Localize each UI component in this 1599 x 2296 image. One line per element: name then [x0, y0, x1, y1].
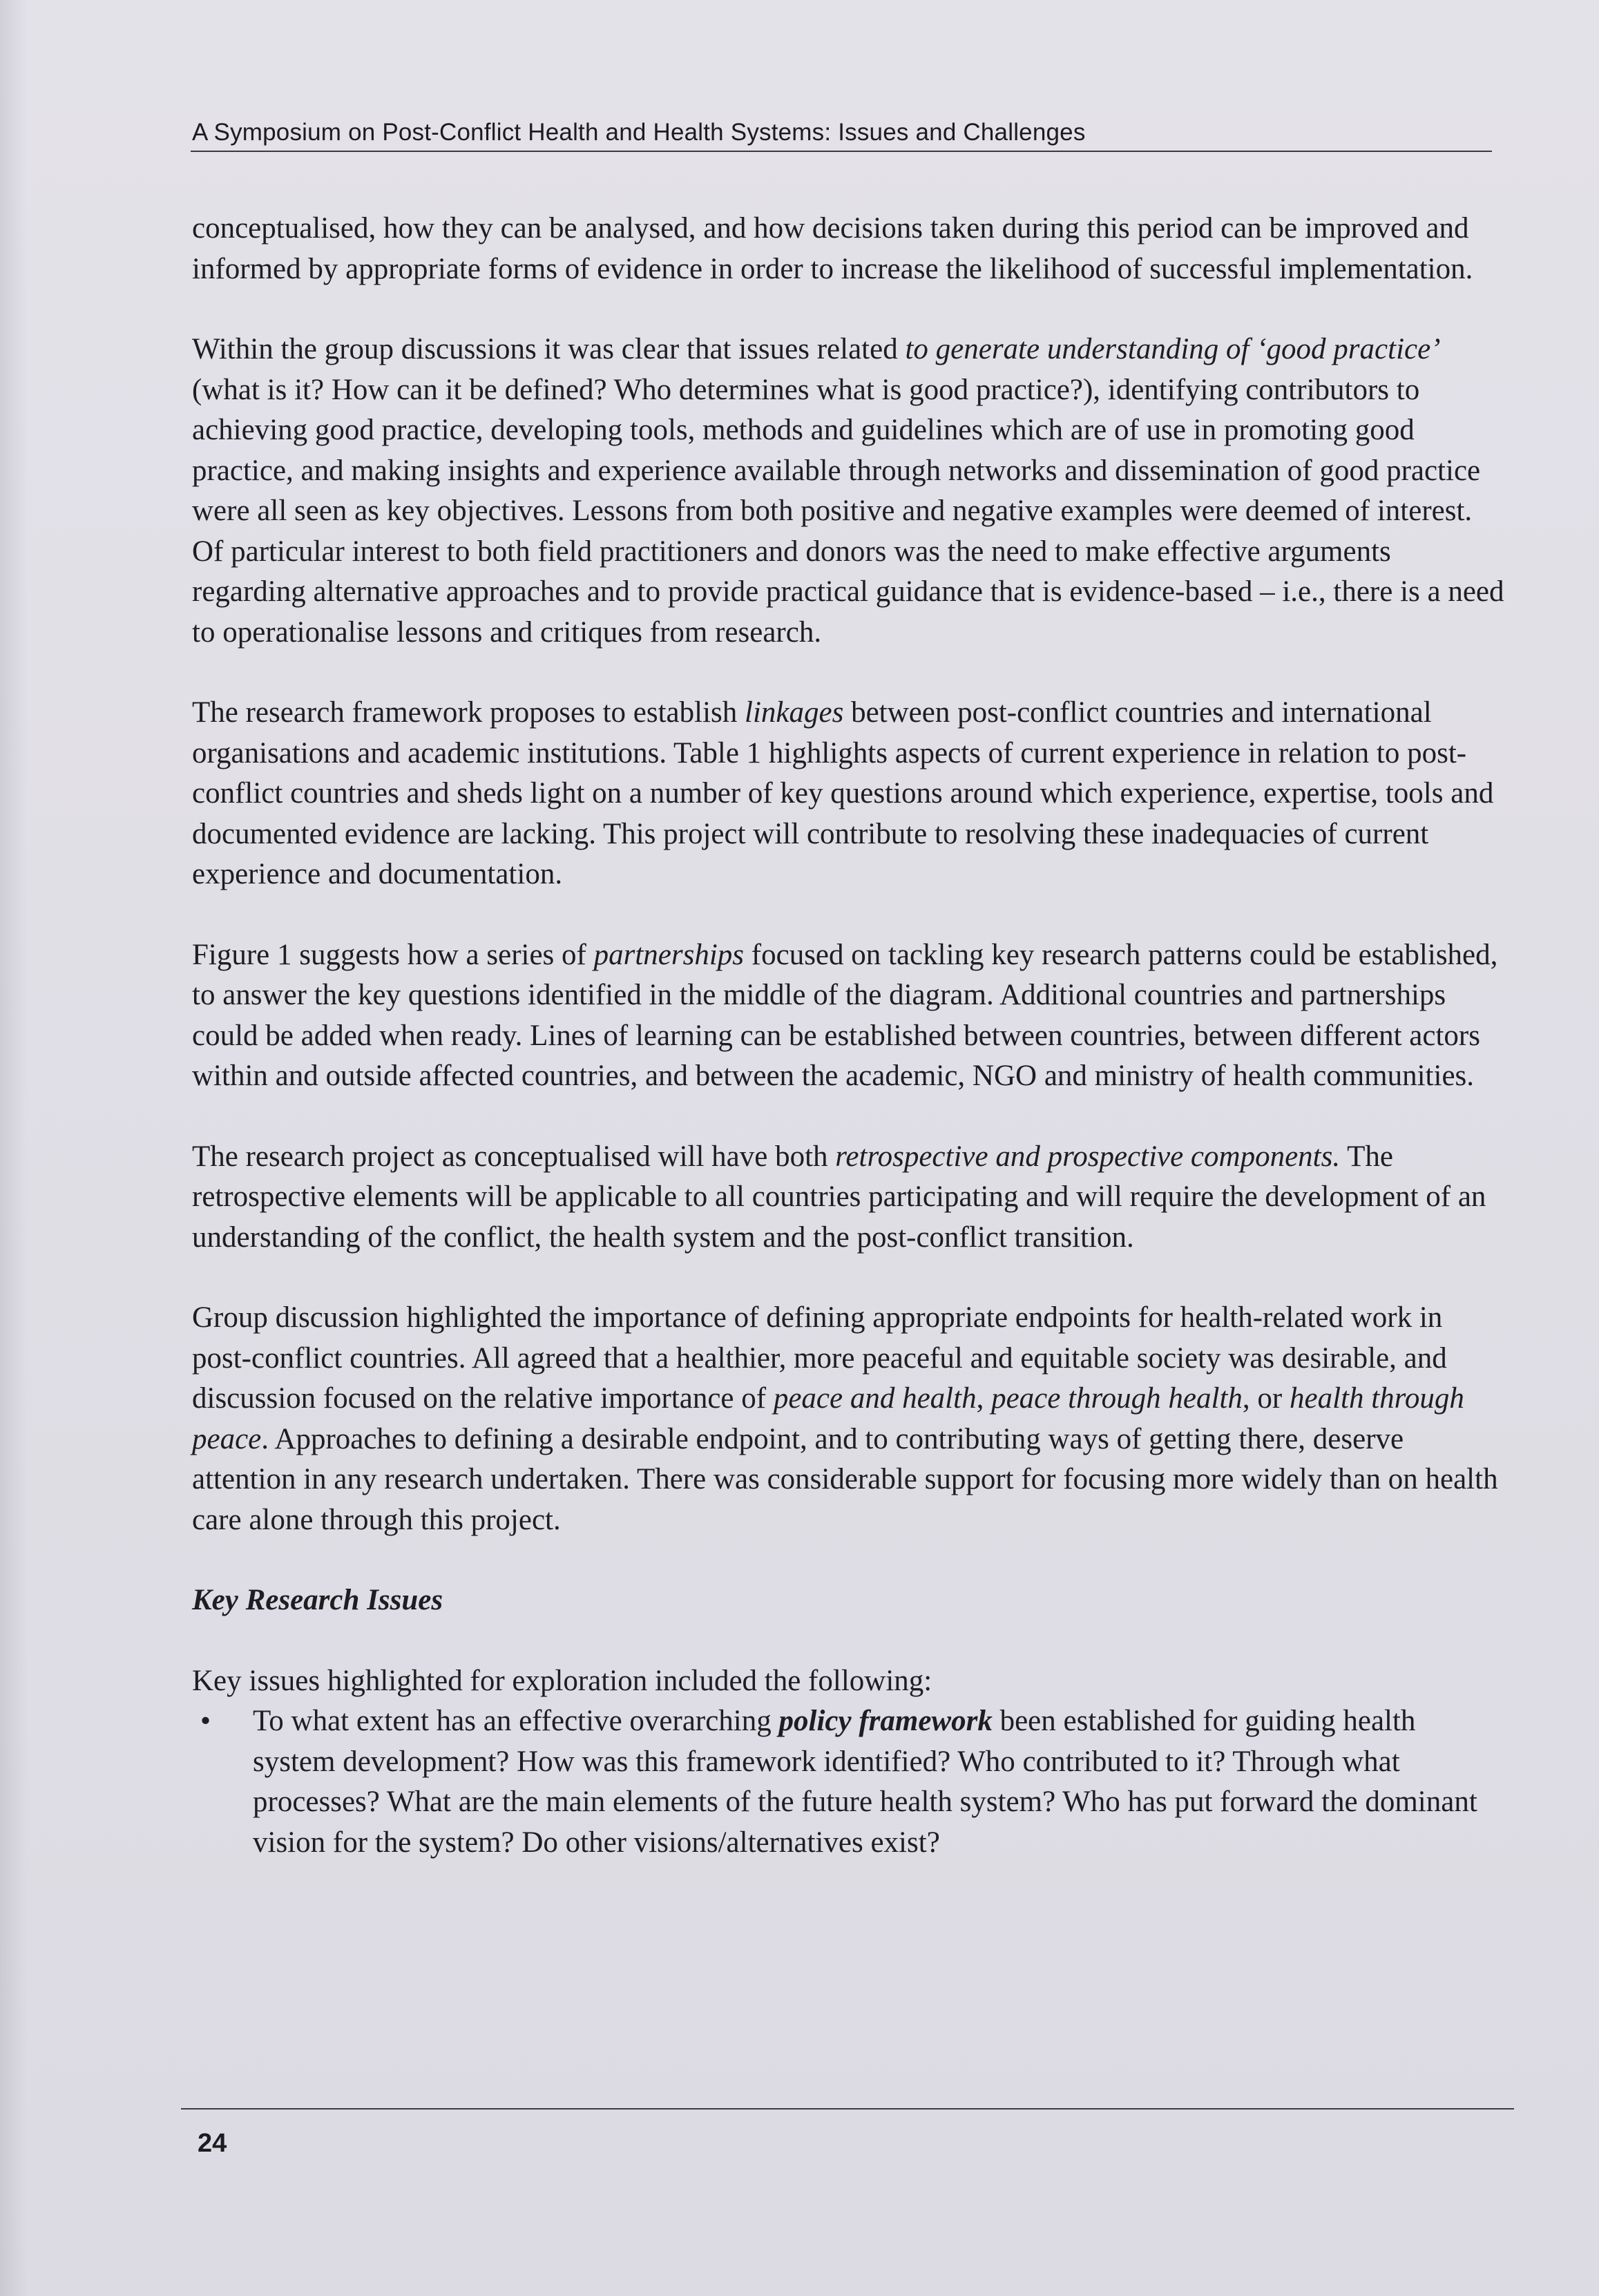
paragraph-6-text-a: Group discussion highlighted the importance of defining appropriate endpoints for health-related work in post-conflict countries. All agreed that a healthier, more peaceful and equitable society was desirable, and discussion focused on the relative importance of: [192, 1301, 1447, 1415]
paragraph-3-italic: linkages: [745, 696, 844, 729]
paragraph-4-italic: partnerships: [593, 938, 745, 971]
paragraph-3-text-a: The research framework proposes to establish: [192, 696, 745, 729]
paragraph-6-italic-1: peace and health: [773, 1382, 977, 1415]
paragraph-2-text-a: Within the group discussions it was clear that issues related: [192, 333, 906, 365]
page-number: 24: [198, 2129, 227, 2158]
paragraph-3-text-c: between post-conflict countries and international organisations and academic institutions. Table 1 highlights aspects of current experience in relation to post-conflict countries and sheds light on a number of key questions around which experience, expertise, tools and documented evidence are lacking. This project will contribute to resolving these inadequacies of current experience and documentation.: [192, 696, 1494, 890]
paragraph-4-text-c: focused on tackling key research patterns could be established, to answer the key questions identified in the middle of the diagram. Additional countries and partnerships could be added when ready. Lines of learning can be established between countries, between different actors within and outside affected countries, and between the academic, NGO and ministry of health communities.: [192, 938, 1498, 1092]
body-text: [192, 209, 1504, 1863]
paragraph-2-italic: to generate understanding of ‘good practice’: [905, 333, 1441, 365]
paragraph-3: [192, 693, 1504, 895]
section-heading: Key Research Issues: [192, 1584, 443, 1616]
paragraph-4: [192, 935, 1504, 1097]
list-item: [192, 1701, 1504, 1863]
key-issues-list: [192, 1701, 1504, 1863]
bullet-bold-italic: policy framework: [778, 1705, 993, 1737]
paragraph-6-text-g: . Approaches to defining a desirable endpoint, and to contributing ways of getting there, deserve attention in any research undertaken. There was considerable support for focusing more widely than on health care alone through this project.: [192, 1422, 1498, 1536]
paragraph-5: [192, 1137, 1504, 1259]
paragraph-6-italic-2: peace through health: [991, 1382, 1243, 1415]
running-header: A Symposium on Post-Conflict Health and Health Systems: Issues and Challenges: [192, 119, 1086, 146]
paragraph-5-text-c: The retrospective elements will be applicable to all countries participating and will require the development of an understanding of the conflict, the health system and the post-conflict transition.: [192, 1140, 1486, 1254]
footer-rule: [181, 2108, 1514, 2110]
section-intro: Key issues highlighted for exploration included the following:: [192, 1664, 932, 1697]
page-edge-shadow: [0, 0, 28, 2296]
header-rule: [191, 151, 1492, 152]
bullet-text-a: To what extent has an effective overarching: [253, 1705, 779, 1737]
paragraph-6-text-c: ,: [976, 1382, 992, 1415]
bullet-text-c: been established for guiding health system development? How was this framework identified? Who contributed to it? Through what processes? What are the main elements of the future health system? Who has put forward the dominant vision for the system? Do other visions/alternatives exist?: [253, 1705, 1477, 1859]
paragraph-6: [192, 1298, 1504, 1540]
paragraph-4-text-a: Figure 1 suggests how a series of: [192, 938, 594, 971]
paragraph-6-text-e: , or: [1242, 1382, 1290, 1415]
paragraph-5-italic: retrospective and prospective components.: [835, 1140, 1341, 1173]
paragraph-2-text-c: (what is it? How can it be defined? Who determines what is good practice?), identifying contributors to achieving good practice, developing tools, methods and guidelines which are of use in promoting good practice, and making insights and experience available through networks and dissemination of good practice were all seen as key objectives. Lessons from both positive and negative examples were deemed of interest. Of particular interest to both field practitioners and donors was the need to make effective arguments regarding alternative approaches and to provide practical guidance that is evidence-based – i.e., there is a need to operationalise lessons and critiques from research.: [192, 373, 1504, 649]
paragraph-5-text-a: The research project as conceptualised will have both: [192, 1140, 836, 1173]
paragraph-2: [192, 329, 1504, 653]
paragraph-6-italic-3: health through peace: [192, 1382, 1464, 1455]
paragraph-1: conceptualised, how they can be analysed, and how decisions taken during this period can be improved and informed by appropriate forms of evidence in order to increase the likelihood of successful implementation.: [192, 212, 1473, 285]
